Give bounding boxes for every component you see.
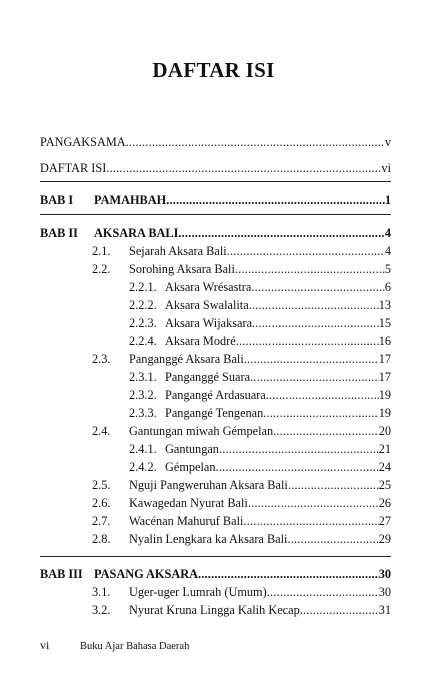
toc-chapter-bab-3[interactable] [40, 566, 391, 582]
subsection-page: 15 [378, 316, 391, 330]
toc-chapter-bab-1[interactable] [40, 192, 391, 208]
dot-leader [235, 262, 385, 277]
chapter-title: PAMAHBAH [94, 193, 167, 207]
dot-leader [273, 424, 379, 439]
subsection-title: Pangangé Ardasuara [165, 388, 266, 402]
divider [40, 181, 391, 182]
section-title: Sorohing Aksara Bali [129, 262, 235, 276]
chapter-title: AKSARA BALI [94, 226, 179, 240]
dot-leader [300, 603, 379, 618]
subsection-title: Pangangé Tengenan [165, 406, 264, 420]
toc-subsection[interactable] [40, 369, 391, 385]
toc-chapter-bab-2[interactable] [40, 225, 391, 241]
subsection-title: Aksara Swalalita [165, 298, 249, 312]
section-title: Gantungan miwah Gémpelan [129, 424, 274, 438]
chapter-heading [40, 567, 198, 582]
toc-entry-label: DAFTAR ISI [40, 161, 107, 175]
chapter-page: 4 [384, 226, 391, 240]
footer-page-number: vi [40, 638, 50, 652]
subsection-page: 21 [378, 442, 391, 456]
section-number: 3.1. [92, 585, 111, 599]
section-title: Kawagedan Nyurat Bali [129, 496, 248, 510]
dot-leader [263, 406, 378, 421]
page-title: DAFTAR ISI [152, 58, 275, 82]
subsection-title: Gémpelan [165, 460, 216, 474]
toc-entry-daftar-isi[interactable] [40, 160, 391, 176]
section-page: 5 [384, 262, 391, 276]
section-title: Nguji Pangweruhan Aksara Bali [129, 478, 288, 492]
toc-section[interactable] [40, 243, 391, 259]
toc-section[interactable] [40, 351, 391, 367]
subsection-title: Gantungan [165, 442, 219, 456]
chapter-code: BAB II [40, 226, 78, 240]
dot-leader [236, 334, 379, 349]
section-number: 2.2. [92, 262, 111, 276]
subsection-page: 17 [378, 370, 391, 384]
toc-section[interactable] [40, 495, 391, 511]
chapter-code: BAB I [40, 193, 74, 207]
section-title: Uger-uger Lumrah (Umum) [129, 585, 267, 599]
toc-subsection[interactable] [40, 387, 391, 403]
dot-leader [267, 585, 379, 600]
dot-leader [288, 478, 379, 493]
dot-leader [250, 370, 379, 385]
chapter-page: 1 [384, 193, 391, 207]
toc-entry-page: vi [381, 161, 391, 175]
toc-section[interactable] [40, 513, 391, 529]
chapter-heading [40, 226, 178, 241]
section-page: 25 [378, 478, 391, 492]
dot-leader [106, 161, 381, 176]
toc-section[interactable] [40, 261, 391, 277]
divider [40, 214, 391, 215]
toc-subsection[interactable] [40, 297, 391, 313]
subsection-page: 19 [378, 406, 391, 420]
dot-leader [126, 135, 385, 150]
section-title: Wacénan Mahuruf Bali [129, 514, 244, 528]
section-page: 27 [378, 514, 391, 528]
section-number: 2.5. [92, 478, 111, 492]
section-title: Panganggé Aksara Bali [129, 352, 244, 366]
dot-leader [219, 442, 379, 457]
chapter-page: 30 [378, 567, 391, 581]
subsection-number: 2.2.1. [129, 280, 157, 294]
chapter-code: BAB III [40, 567, 83, 581]
toc-subsection[interactable] [40, 279, 391, 295]
subsection-number: 2.3.3. [129, 406, 157, 420]
subsection-title: Aksara Wrésastra [165, 280, 252, 294]
subsection-number: 2.2.3. [129, 316, 157, 330]
subsection-number: 2.3.1. [129, 370, 157, 384]
dot-leader [251, 280, 385, 295]
section-number: 2.7. [92, 514, 111, 528]
subsection-title: Aksara Modré [165, 334, 236, 348]
section-number: 2.1. [92, 244, 111, 258]
subsection-number: 2.3.2. [129, 388, 157, 402]
dot-leader [266, 388, 379, 403]
subsection-page: 13 [378, 298, 391, 312]
section-title: Sejarah Aksara Bali [129, 244, 227, 258]
subsection-title: Panganggé Suara [165, 370, 251, 384]
toc-section[interactable] [40, 531, 391, 547]
section-number: 3.2. [92, 603, 111, 617]
dot-leader [252, 316, 379, 331]
toc-entry-label: PANGAKSAMA [40, 135, 126, 149]
section-number: 2.8. [92, 532, 111, 546]
subsection-page: 6 [384, 280, 391, 294]
toc-subsection[interactable] [40, 333, 391, 349]
toc-section[interactable] [40, 584, 391, 600]
section-number: 2.4. [92, 424, 111, 438]
subsection-number: 2.2.4. [129, 334, 157, 348]
section-page: 4 [384, 244, 391, 258]
chapter-title: PASANG AKSARA [94, 567, 198, 581]
subsection-number: 2.4.2. [129, 460, 157, 474]
toc-subsection[interactable] [40, 441, 391, 457]
subsection-page: 19 [378, 388, 391, 402]
page-footer [40, 638, 189, 653]
toc-section[interactable] [40, 423, 391, 439]
dot-leader [287, 532, 378, 547]
dot-leader [243, 514, 378, 529]
subsection-number: 2.2.2. [129, 298, 157, 312]
dot-leader [216, 460, 379, 475]
section-number: 2.6. [92, 496, 111, 510]
dot-leader [178, 226, 384, 241]
section-page: 26 [378, 496, 391, 510]
section-page: 31 [378, 603, 391, 617]
dot-leader [198, 567, 379, 582]
section-page: 30 [378, 585, 391, 599]
chapter-heading [40, 193, 166, 208]
dot-leader [227, 244, 385, 259]
dot-leader [248, 496, 379, 511]
subsection-page: 24 [378, 460, 391, 474]
toc-section[interactable] [40, 477, 391, 493]
toc-section[interactable] [40, 602, 391, 618]
section-title: Nyurat Kruna Lingga Kalih Kecap [129, 603, 300, 617]
toc-subsection[interactable] [40, 405, 391, 421]
dot-leader [166, 193, 385, 208]
subsection-page: 16 [378, 334, 391, 348]
section-page: 20 [378, 424, 391, 438]
toc-entry-page: v [384, 135, 391, 149]
subsection-title: Aksara Wijaksara [165, 316, 253, 330]
footer-book-title: Buku Ajar Bahasa Daerah [80, 641, 190, 652]
section-number: 2.3. [92, 352, 111, 366]
section-page: 29 [378, 532, 391, 546]
section-page: 17 [378, 352, 391, 366]
toc-entry-pangaksama[interactable] [40, 134, 391, 150]
toc-subsection[interactable] [40, 459, 391, 475]
section-title: Nyalin Lengkara ka Aksara Bali [129, 532, 288, 546]
subsection-number: 2.4.1. [129, 442, 157, 456]
dot-leader [249, 298, 379, 313]
divider [40, 556, 391, 557]
toc-subsection[interactable] [40, 315, 391, 331]
dot-leader [244, 352, 379, 367]
